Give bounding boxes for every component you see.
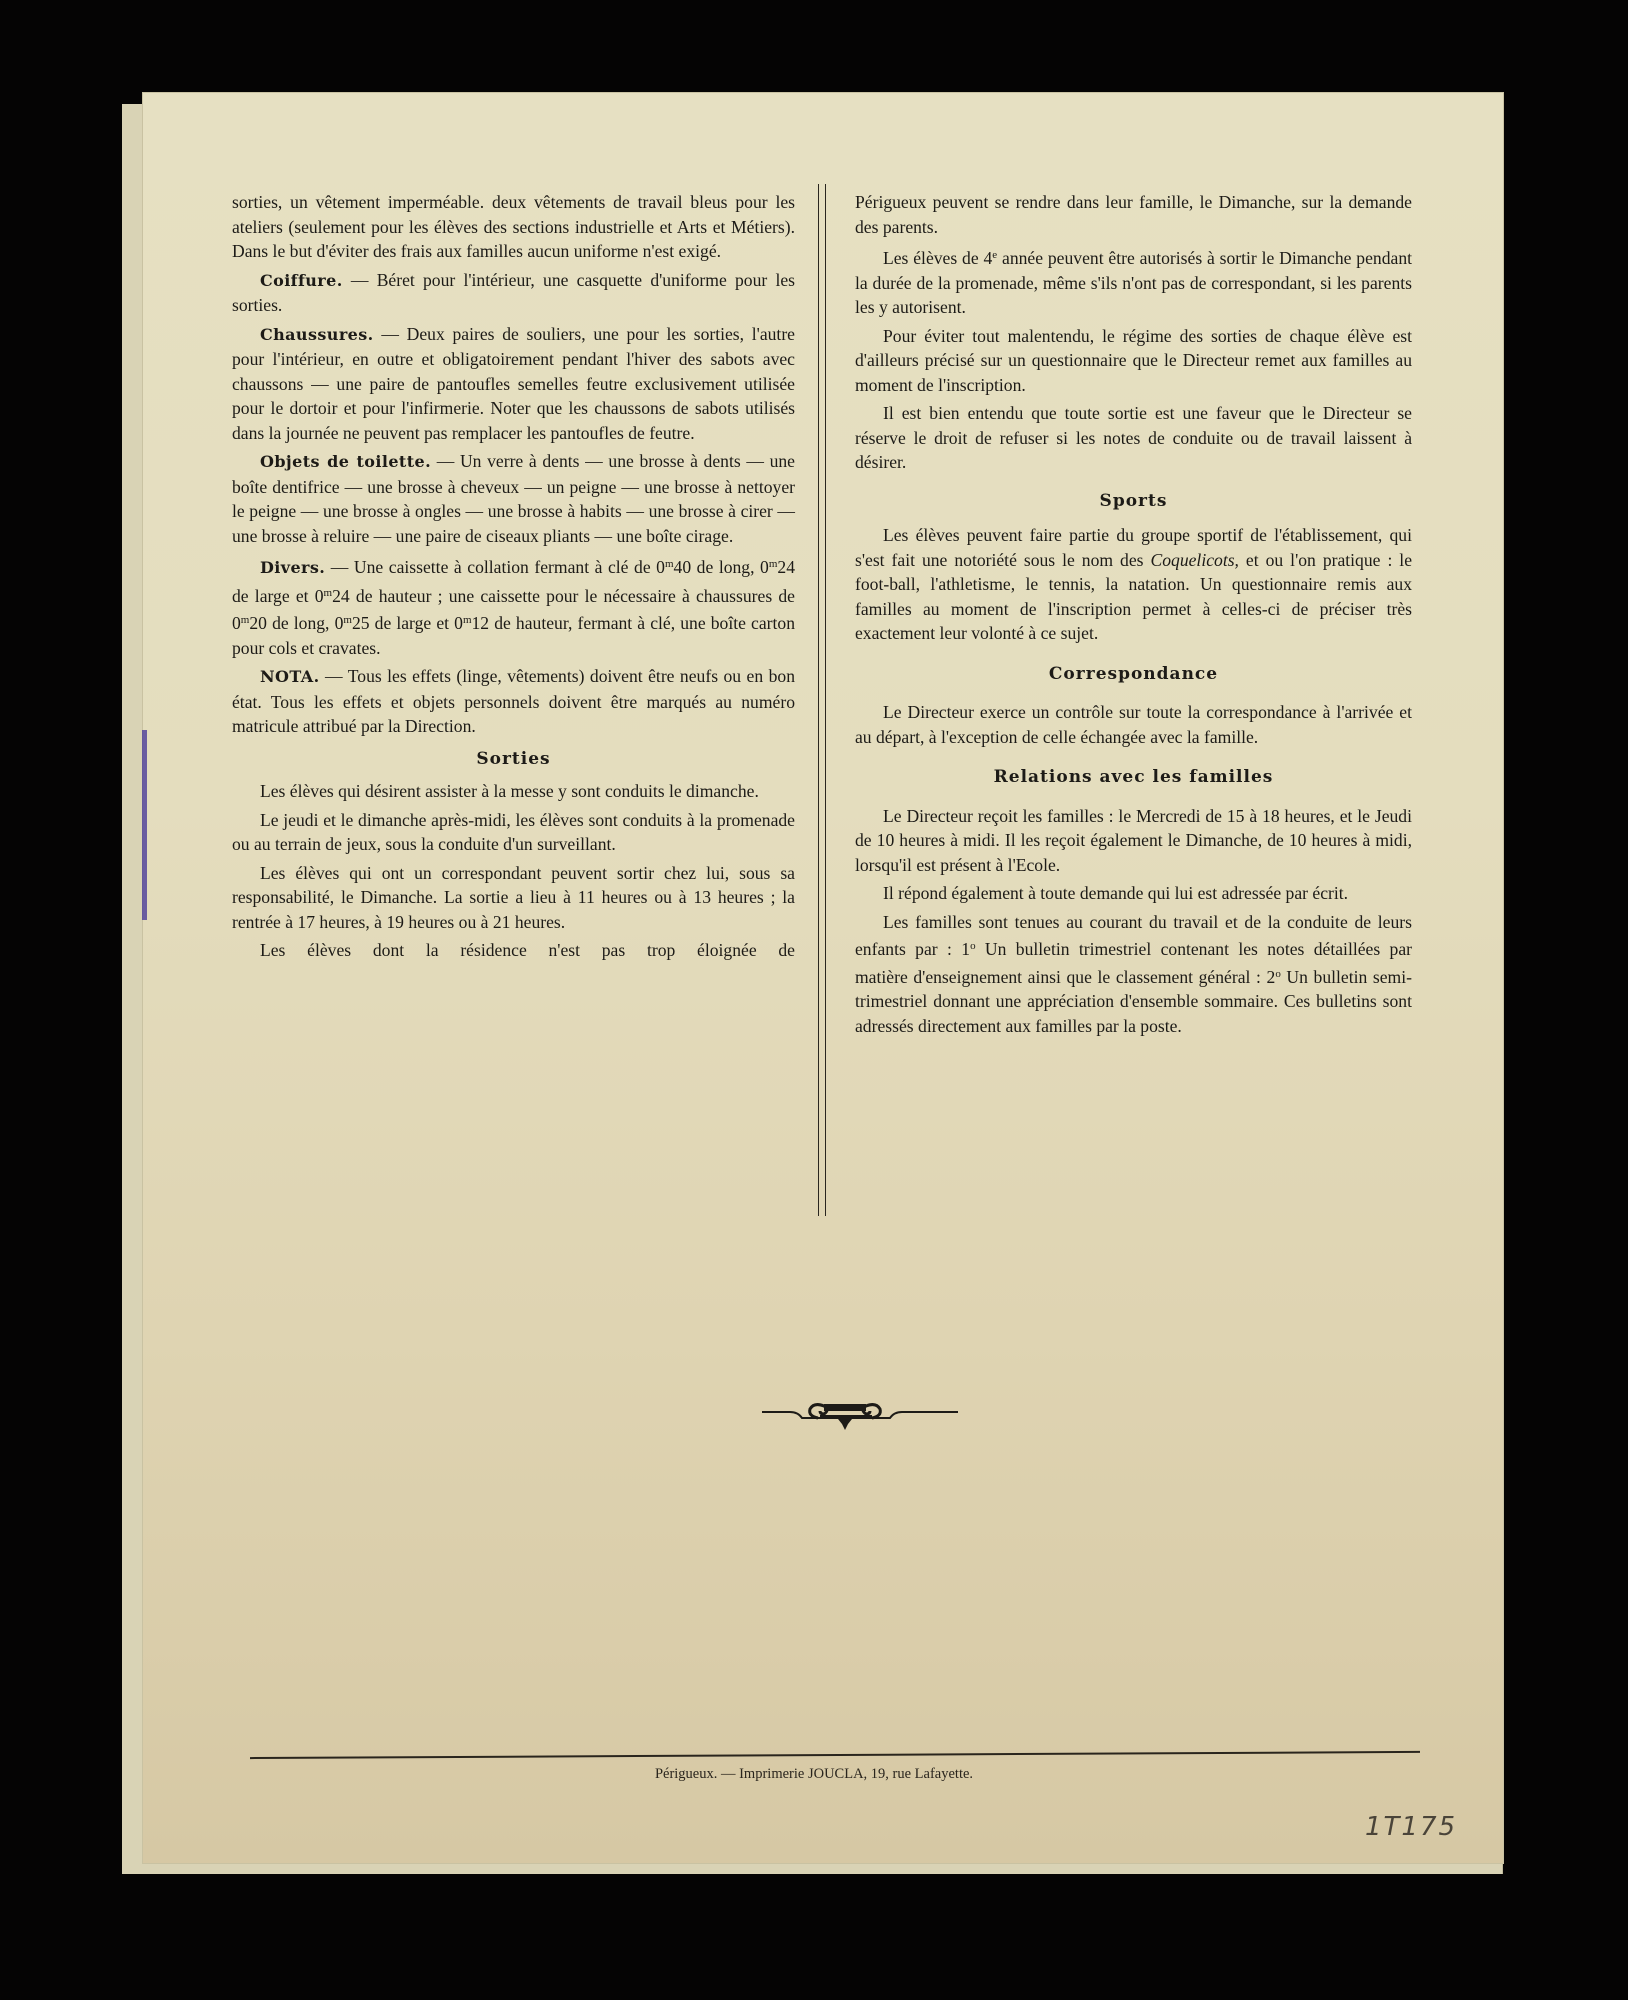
text: Un bulletin trimestriel contenant les notes détaillées par matière d'enseignement ainsi que le classement général : 2 (855, 939, 1413, 987)
paragraph-sports (855, 523, 1412, 646)
text-nota: — Tous les effets (linge, vêtements) doivent être neufs ou en bon état. Tous les effets et objets personnels doivent être marqués au numéro matricule attribué par la Direction. (232, 666, 795, 736)
paragraph-sorties-3: Les élèves qui ont un correspondant peuvent sortir chez lui, sous sa responsabilité, le Dimanche. La sortie a lieu à 11 heures ou à 13 heures ; la rentrée à 17 heures, à 19 heures ou à 21 heures. (232, 862, 795, 932)
lead-nota: NOTA. (260, 667, 320, 686)
text-coiffure: — Béret pour l'intérieur, une casquette d'uniforme pour les sorties. (232, 269, 795, 315)
lead-chaussures: Chaussures. (260, 324, 374, 344)
text-divers: — Une caissette à collation fermant à clé de 0 (325, 557, 665, 577)
printer-imprint: Périgueux. — Imprimerie JOUCLA, 19, rue Lafayette. (654, 1766, 974, 1782)
text-divers: 25 de large et 0 (351, 613, 463, 633)
text: Les élèves de 4 (883, 248, 993, 268)
text: année peuvent être autorisés à sortir le Dimanche pendant la durée de la promenade, même s'ils n'ont pas de correspondant, si les parents les y autorisent. (855, 248, 1413, 317)
unit-m: m (343, 614, 352, 626)
heading-correspondance: Correspondance (1048, 663, 1219, 684)
paragraph-relations-2: Il répond également à toute demande qui lui est adressée par écrit. (883, 883, 1349, 903)
paragraph-sorties-4: Les élèves dont la résidence n'est pas trop éloignée de (260, 940, 795, 960)
paragraph-regime: Pour éviter tout malentendu, le régime des sorties de chaque élève est d'ailleurs précisé sur un questionnaire que le Directeur remet aux familles au moment de l'inscription. (855, 325, 1412, 395)
text-divers: 24 de hauteur ; une caissette pour le nécessaire à chaussures de 0 (232, 585, 795, 633)
paragraph-faveur: Il est bien entendu que toute sortie est une faveur que le Directeur se réserve le droit de refuser si les notes de conduite ou de travail laissent à désirer. (855, 403, 1412, 472)
text-chaussures: — Deux paires de souliers, une pour les sorties, l'autre pour l'intérieur, en outre et obligatoirement pendant l'hiver des sabots avec chaussons — une paire de pantoufles semelles feutre exclusivement utilisée pour le dortoir et pour l'infirmerie. Noter que les chaussons de sabots utilisés dans la journée ne peuvent pas remplacer les pantoufles de feutre. (232, 323, 795, 443)
fleuron-ornament-icon (760, 1390, 960, 1430)
text: Les élèves peuvent faire partie du groupe sportif de l'établissement, qui s'est fait une notoriété sous le nom des (855, 525, 1412, 570)
lead-divers: Divers. (260, 558, 326, 577)
paragraph-toilette (232, 449, 795, 548)
text-toilette: — Un verre à dents — une brosse à dents — une boîte dentifrice — une brosse à cheveux — un peigne — une brosse à nettoyer le peigne — une brosse à ongles — une brosse à habits — une brosse à cirer — une brosse à reluire — une paire de ciseaux pliants — une boîte cirage. (232, 451, 795, 546)
lead-toilette: Objets de toilette. (260, 452, 432, 471)
text-divers: 24 de large et 0 (232, 557, 795, 606)
ordinal-suffix: e (992, 249, 998, 261)
text-divers: 20 de long, 0 (249, 613, 344, 633)
paragraph-relations-3 (855, 910, 1412, 1039)
paragraph-perigueux: Périgueux peuvent se rendre dans leur famille, le Dimanche, sur la demande des parents. (855, 192, 1412, 237)
ordinal-suffix: o (970, 940, 976, 952)
paragraph-relations-1: Le Directeur reçoit les familles : le Mercredi de 15 à 18 heures, et le Jeudi de 10 heures à midi. Il les reçoit également le Dimanche, de 10 heures à midi, lorsqu'il est présent à l'Ecole. (855, 805, 1412, 875)
column-divider (818, 184, 826, 1216)
paragraph-divers (232, 552, 795, 660)
text: Les familles sont tenues au courant du travail et de la conduite de leurs enfants par : 1 (855, 911, 1412, 959)
ink-stamp-mark (142, 730, 155, 920)
text-divers: 40 de long, 0 (673, 557, 769, 577)
unit-m: m (240, 614, 250, 626)
text: et ou l'on pratique : le foot-ball, l'athletisme, le tennis, la natation. Un questionnaire remis aux familles au moment de l'inscription permet à celles-ci de préciser très exactement leur volonté à ce sujet. (855, 549, 1413, 643)
ordinal-suffix: o (1275, 967, 1281, 980)
unit-m: m (462, 614, 472, 626)
paragraph-coiffure (232, 268, 795, 318)
heading-relations: Relations avec les familles (993, 767, 1274, 787)
paragraph-correspondance: Le Directeur exerce un contrôle sur toute la correspondance à l'arrivée et au départ, à l'exception de celle échangée avec la famille. (855, 702, 1412, 747)
paragraph-vetements: sorties, un vêtement imperméable. deux vêtements de travail bleus pour les ateliers (seulement pour les élèves des sections industrielle et Arts et Métiers). Dans le but d'éviter des frais aux familles aucun uniforme n'est exigé. (232, 192, 795, 261)
left-column (232, 190, 795, 967)
right-column (855, 190, 1412, 1042)
unit-m: m (768, 558, 778, 570)
unit-m: m (664, 558, 674, 570)
paragraph-4e-annee (855, 243, 1412, 320)
heading-sports: Sports (1099, 490, 1168, 511)
text-divers: 12 de hauteur, fermant à clé, une boîte carton pour cols et cravates. (232, 613, 796, 658)
lead-coiffure: Coiffure. (260, 270, 343, 290)
paragraph-sorties-2: Le jeudi et le dimanche après-midi, les élèves sont conduits à la promenade ou au terrain de jeux, sous la conduite d'un surveillant. (232, 809, 795, 854)
unit-m: m (323, 586, 333, 599)
text: Un bulletin semi-trimestriel donnant une appréciation d'ensemble sommaire. Ces bulletins sont adressés directement aux familles par la poste. (855, 966, 1412, 1036)
paragraph-sorties-1: Les élèves qui désirent assister à la messe y sont conduits le dimanche. (260, 781, 759, 801)
paragraph-nota (232, 664, 795, 739)
handwritten-shelfmark: 1T175 (1365, 1812, 1458, 1842)
heading-sorties: Sorties (476, 748, 551, 769)
club-name: Coquelicots, (1150, 549, 1239, 570)
paragraph-chaussures (232, 322, 795, 446)
